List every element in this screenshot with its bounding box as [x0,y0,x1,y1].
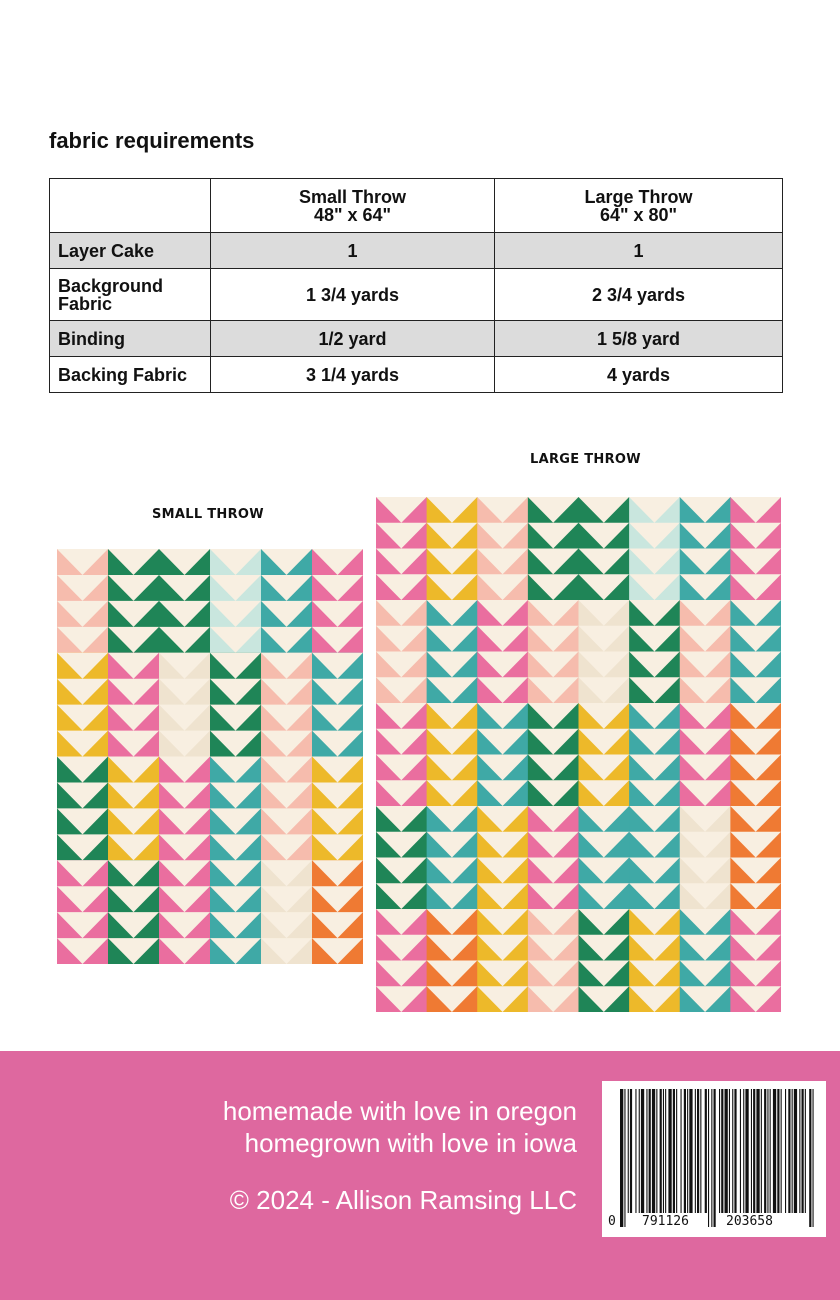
barcode-bar [719,1089,720,1213]
fabric-requirements-heading: fabric requirements [49,128,255,153]
barcode-bar [700,1089,701,1213]
barcode-bar [649,1089,651,1213]
barcode-right-digits: 203658 [726,1214,773,1229]
row-label: Layer Cake [50,233,211,269]
barcode-bar [663,1089,664,1213]
barcode-bar [805,1089,806,1213]
small-value: 1 [211,233,495,269]
barcode-bars [602,1081,826,1237]
barcode-bar [753,1089,755,1213]
barcode-bar [770,1089,771,1213]
row-label: Binding [50,321,211,357]
small-throw-title: SMALL THROW [152,507,264,522]
table-row [50,233,783,269]
barcode-bar [794,1089,797,1213]
barcode-bar [751,1089,752,1213]
header-empty-cell [50,179,211,233]
barcode-bar [660,1089,662,1213]
barcode-bar [799,1089,800,1213]
barcode-left-digits: 791126 [642,1214,689,1229]
barcode-bar [673,1089,675,1213]
small-value: 1/2 yard [211,321,495,357]
barcode-bar [729,1089,730,1213]
barcode-bar [628,1089,629,1213]
barcode-bar [695,1089,696,1213]
barcode-bar [725,1089,728,1213]
barcode-bar [788,1089,790,1213]
header-large-throw [495,179,783,233]
barcode-bar [809,1089,811,1227]
copyright-text: © 2024 - Allison Ramsing LLC [229,1185,577,1215]
barcode-bar [743,1089,744,1213]
large-throw-size: 64" x 80" [599,204,678,225]
barcode-bar [714,1089,716,1227]
small-throw-size: 48" x 64" [313,204,392,225]
barcode-bar [708,1089,709,1227]
barcode-bar [764,1089,766,1213]
barcode-bar [646,1089,647,1213]
barcode-bar [773,1089,776,1213]
barcode-bar [620,1089,623,1227]
large-value: 4 yards [495,357,783,393]
row-label: Background Fabric [50,269,211,321]
large-throw-name: Large Throw [584,186,693,207]
barcode-bar [756,1089,759,1213]
barcode-bar [668,1089,671,1213]
large-throw-title: LARGE THROW [530,452,641,467]
large-value: 1 [495,233,783,269]
barcode-bar [732,1089,733,1213]
barcode-bar [740,1089,741,1213]
barcode-bar [681,1089,682,1213]
small-throw-quilt-illustration [57,549,363,964]
barcode-bar [802,1089,804,1213]
barcode-bar [684,1089,686,1213]
barcode-bar [656,1089,657,1213]
barcode-bar [785,1089,786,1213]
barcode-bar [639,1089,640,1213]
barcode-bar [624,1089,625,1227]
barcode-bar [777,1089,779,1213]
header-small-throw [211,179,495,233]
table-row [50,269,783,321]
large-throw-quilt-illustration [376,497,781,1012]
barcode-first-digit: 0 [608,1214,616,1229]
barcode-bar [630,1089,632,1213]
barcode-bar [687,1089,688,1213]
barcode-bar [689,1089,692,1213]
tagline-iowa: homegrown with love in iowa [244,1128,577,1158]
barcode-bar [652,1089,655,1213]
barcode-bar [711,1089,712,1227]
large-value: 1 5/8 yard [495,321,783,357]
barcode-bar [705,1089,707,1213]
barcode-bar [641,1089,644,1213]
barcode [602,1081,826,1237]
small-value: 3 1/4 yards [211,357,495,393]
barcode-bar [781,1089,782,1213]
row-label: Backing Fabric [50,357,211,393]
fabric-requirements-table [49,178,783,393]
barcode-bar [734,1089,736,1213]
barcode-bar [721,1089,723,1213]
table-header-row [50,179,783,233]
barcode-bar [676,1089,677,1213]
barcode-bar [665,1089,666,1213]
barcode-bar [792,1089,793,1213]
barcode-bar [745,1089,748,1213]
barcode-bar [813,1089,814,1227]
barcode-bar [697,1089,699,1213]
small-value: 1 3/4 yards [211,269,495,321]
table-row [50,321,783,357]
tagline-oregon: homemade with love in oregon [222,1096,577,1126]
small-throw-name: Small Throw [298,186,406,207]
barcode-bar [635,1089,636,1213]
large-value: 2 3/4 yards [495,269,783,321]
table-row [50,357,783,393]
barcode-bar [767,1089,768,1213]
barcode-bar [761,1089,762,1213]
